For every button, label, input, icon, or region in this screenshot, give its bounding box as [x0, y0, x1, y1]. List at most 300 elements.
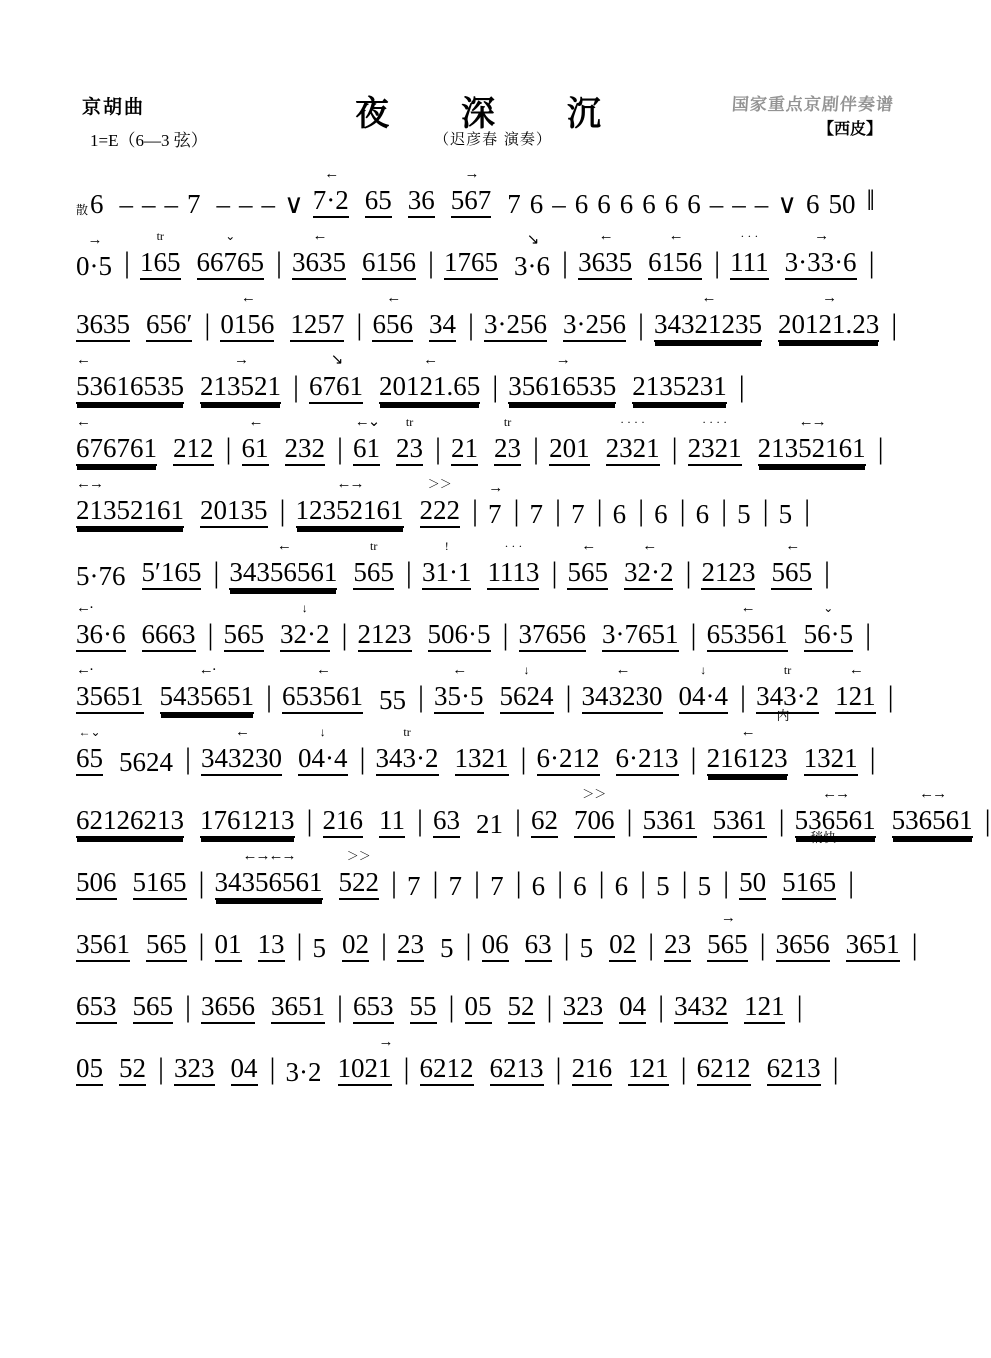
- barline: |: [596, 494, 603, 527]
- slur-arrow-icon: ←·: [76, 599, 92, 616]
- note-cell: 36: [408, 168, 435, 218]
- note-cell: 1113 · · ·: [487, 540, 539, 590]
- note-cell: 706 ＞＞: [574, 788, 615, 838]
- note-cell: 66765 ⌄: [197, 230, 265, 280]
- note-cell: 5: [697, 870, 712, 901]
- slur-arrow-icon: →: [464, 165, 478, 182]
- note-cell: 3·7651: [602, 602, 679, 652]
- note-cell: 50: [739, 850, 766, 900]
- barline: |: [868, 246, 875, 279]
- note-cell: 21: [476, 808, 504, 839]
- barline: |: [723, 866, 730, 899]
- barline: |: [891, 308, 898, 341]
- note-cell: 2321 · · · ·: [606, 416, 660, 466]
- accent-icon: ＞＞: [427, 476, 452, 491]
- barline: |: [877, 432, 884, 465]
- barline: |: [502, 618, 509, 651]
- note-cell: 20135: [200, 478, 268, 528]
- barline: |: [515, 804, 522, 837]
- slur-arrow-icon: ←: [316, 661, 330, 678]
- note-cell: 3656: [776, 912, 830, 962]
- note-cell: 04: [231, 1036, 258, 1086]
- note-cell: 56·5 ⌄: [804, 602, 854, 652]
- barline: |: [306, 804, 313, 837]
- score-line: [70, 404, 916, 466]
- bow-mark-icon: ←⌄: [78, 724, 101, 739]
- double-barline: ‖: [866, 184, 871, 217]
- slur-arrow-icon: ←: [740, 723, 754, 740]
- barline: |: [403, 1052, 410, 1085]
- note-cell: 5·76: [76, 560, 126, 591]
- note-cell: 6: [614, 870, 629, 901]
- note-cell: 165 tr: [140, 230, 181, 280]
- credit-stamp: 国家重点京剧伴奏谱: [731, 95, 895, 115]
- note-cell: 2135231: [632, 354, 727, 404]
- note-cell: 35·5 ←: [434, 664, 484, 714]
- bow-mark-icon: ⌄: [225, 228, 236, 243]
- score-line: [70, 962, 916, 1024]
- accent-icon: ＞＞: [346, 848, 371, 863]
- note-cell: 21352161 ←→: [76, 478, 184, 528]
- score-line: [70, 652, 916, 714]
- note-cell: 536561 ←→: [892, 788, 973, 838]
- slur-arrow-icon: ←: [785, 537, 799, 554]
- note-cell: 3651: [846, 912, 900, 962]
- score-line: [70, 528, 916, 590]
- note-cell: 565 ←: [567, 540, 608, 590]
- note-cell: 7: [507, 188, 521, 219]
- barline: |: [417, 804, 424, 837]
- note-cell: 3432: [674, 974, 728, 1024]
- barline: |: [341, 618, 348, 651]
- slur-arrow-icon: ←: [452, 661, 466, 678]
- note-cell: 3·256: [484, 292, 547, 342]
- slur-arrow-icon: ←: [423, 351, 437, 368]
- note-cell: 6: [806, 188, 820, 219]
- score-line: [70, 1024, 916, 1086]
- barline: |: [685, 556, 692, 589]
- barline: |: [472, 494, 479, 527]
- note-cell: 32·2 ←: [624, 540, 674, 590]
- note-cell: 06: [482, 912, 509, 962]
- accent-icon: ↓: [301, 600, 308, 615]
- slur-arrow-icon: ←: [324, 165, 338, 182]
- barline: |: [467, 308, 474, 341]
- trill-icon: tr: [370, 538, 378, 553]
- barline: |: [738, 370, 745, 403]
- note-cell: 5′165: [142, 540, 202, 590]
- note-cell: 6: [574, 188, 589, 219]
- note-cell: –: [732, 188, 746, 219]
- slur-arrow-icon: ↘: [330, 351, 342, 368]
- barline: |: [762, 494, 769, 527]
- barline: |: [640, 866, 647, 899]
- note-cell: 23: [397, 912, 424, 962]
- note-cell: 5165 稍快: [782, 850, 836, 900]
- slur-arrow-icon: →: [814, 227, 828, 244]
- performer-subtitle: （迟彦春 演奏）: [434, 130, 552, 148]
- trill-icon: tr: [405, 414, 414, 429]
- barline: |: [432, 866, 439, 899]
- barline: |: [513, 494, 520, 527]
- score-line: [70, 160, 916, 218]
- barline: |: [158, 1052, 165, 1085]
- note-cell: 02: [609, 912, 636, 962]
- note-cell: 6: [642, 188, 656, 219]
- note-cell: 3·2: [285, 1056, 322, 1087]
- barline: |: [778, 804, 785, 837]
- note-cell: 5361: [713, 788, 767, 838]
- note-cell: 53616535 ←: [76, 354, 184, 404]
- barline: |: [796, 990, 803, 1023]
- score-line: [70, 830, 916, 901]
- barline: |: [418, 680, 425, 713]
- note-cell: 7·2 ←: [313, 168, 349, 218]
- slur-arrow-icon: →: [378, 1033, 392, 1050]
- staccato-dots-icon: · · ·: [740, 228, 759, 243]
- slur-arrow-icon: ↘: [526, 231, 538, 248]
- slur-arrow-icon: ←: [740, 599, 754, 616]
- note-cell: 653561 ←: [282, 664, 363, 714]
- note-cell: 7 →: [488, 479, 502, 529]
- barline: |: [557, 866, 564, 899]
- barline: |: [832, 1052, 839, 1085]
- barline: |: [551, 556, 558, 589]
- barline: |: [276, 246, 283, 279]
- barline: |: [759, 928, 766, 961]
- note-cell: 62: [531, 788, 558, 838]
- note-cell: 05: [76, 1036, 103, 1086]
- barline: |: [266, 680, 273, 713]
- score-body: [70, 160, 991, 1087]
- barline: |: [562, 246, 569, 279]
- note-cell: 01: [215, 912, 242, 962]
- note-cell: 6: [597, 188, 611, 219]
- barline: |: [555, 494, 562, 527]
- note-cell: 55: [410, 974, 437, 1024]
- note-cell: 1257: [290, 292, 344, 342]
- note-cell: 6213: [767, 1036, 821, 1086]
- slur-arrow-icon: ←→: [336, 475, 363, 492]
- note-cell: 2123: [358, 602, 412, 652]
- score-line: [70, 900, 916, 962]
- note-cell: 21: [451, 416, 478, 466]
- slur-arrow-icon: ←→: [76, 475, 102, 492]
- note-cell: 6: [529, 188, 544, 219]
- note-cell: 3635: [76, 292, 130, 342]
- slur-arrow-icon: →: [87, 231, 101, 248]
- note-cell: 2321 · · · ·: [688, 416, 742, 466]
- note-cell: 565 ←: [771, 540, 812, 590]
- note-cell: 6: [531, 870, 546, 901]
- slur-arrow-icon: ←: [642, 537, 656, 554]
- note-cell: 111 · · ·: [730, 230, 769, 280]
- note-cell: 6: [90, 188, 104, 219]
- note-cell: 6: [687, 188, 701, 219]
- note-cell: 61 ←: [242, 416, 269, 466]
- note-cell: 62126213: [76, 788, 184, 838]
- note-cell: 565: [133, 974, 174, 1024]
- slur-arrow-icon: ←: [848, 661, 862, 678]
- barline: |: [721, 494, 728, 527]
- barline: |: [207, 618, 214, 651]
- note-cell: 35616535 →: [508, 354, 616, 404]
- free-rhythm-mark: 散: [76, 203, 89, 217]
- slur-arrow-icon: ←→: [822, 785, 849, 802]
- note-cell: 6212: [420, 1036, 474, 1086]
- note-cell: 6663: [142, 602, 196, 652]
- note-cell: 6: [573, 870, 587, 901]
- note-cell: 32·2 ↓: [280, 602, 330, 652]
- slur-arrow-icon: ←→: [798, 413, 825, 430]
- note-cell: 6·212: [537, 726, 600, 776]
- barline: |: [435, 432, 442, 465]
- note-cell: 11: [379, 788, 405, 838]
- slur-arrow-icon: →: [555, 351, 569, 368]
- note-cell: 3561: [76, 912, 130, 962]
- barline: |: [887, 680, 894, 713]
- barline: |: [690, 618, 697, 651]
- barline: |: [690, 742, 697, 775]
- barline: |: [823, 556, 830, 589]
- note-cell: 343·2 tr: [756, 664, 819, 714]
- barline: |: [865, 618, 872, 651]
- note-cell: 536561 ←→: [795, 788, 876, 838]
- slur-arrow-icon: ←: [240, 289, 254, 306]
- note-cell: 5: [440, 932, 454, 963]
- barline: |: [492, 370, 499, 403]
- note-cell: 212: [173, 416, 214, 466]
- staccato-dots-icon: · · · ·: [620, 414, 646, 429]
- score-line: [70, 708, 916, 777]
- slur-arrow-icon: ←: [701, 289, 715, 306]
- note-cell: 343230 ←: [201, 726, 282, 776]
- note-cell: 13: [258, 912, 285, 962]
- slur-arrow-icon: ←·: [198, 661, 215, 678]
- note-cell: 6213: [490, 1036, 544, 1086]
- tempo-annotation: 稍快: [810, 830, 837, 846]
- note-cell: 7: [448, 870, 463, 901]
- slur-arrow-icon: →: [488, 479, 502, 496]
- trill-icon: tr: [403, 724, 411, 739]
- note-cell: 5: [737, 498, 751, 529]
- inner-string-note: 内: [776, 708, 790, 724]
- note-cell: 6: [654, 498, 668, 529]
- style-tag: 【西皮】: [817, 119, 882, 138]
- note-cell: –: [119, 188, 134, 219]
- note-cell: 222 ＞＞: [420, 478, 461, 528]
- barline: |: [984, 804, 991, 837]
- note-cell: 34: [429, 292, 456, 342]
- note-cell: 3635 ←: [292, 230, 346, 280]
- note-cell: 565: [146, 912, 187, 962]
- note-cell: 6: [664, 188, 679, 219]
- note-cell: 343230 ←: [582, 664, 663, 714]
- score-line: [70, 776, 991, 839]
- note-cell: 63: [525, 912, 552, 962]
- note-cell: –: [261, 188, 276, 219]
- score-line: [70, 342, 916, 404]
- bow-mark-up: ∨: [284, 188, 304, 219]
- barline: |: [648, 928, 655, 961]
- note-cell: 3·33·6 →: [785, 230, 857, 280]
- note-cell: 65: [365, 168, 392, 218]
- note-cell: 7: [490, 870, 504, 901]
- score-line: [70, 280, 916, 342]
- note-cell: 12352161 ←→: [296, 478, 404, 528]
- note-cell: 6156 ←: [648, 230, 702, 280]
- note-cell: 567 →: [451, 168, 492, 218]
- barline: |: [533, 432, 540, 465]
- slur-arrow-icon: ←: [312, 227, 326, 244]
- barline: |: [565, 680, 572, 713]
- note-cell: 565 tr: [353, 540, 394, 590]
- note-cell: 3651: [271, 974, 325, 1024]
- barline: |: [515, 866, 522, 899]
- barline: |: [638, 494, 645, 527]
- barline: |: [546, 990, 553, 1023]
- barline: |: [520, 742, 527, 775]
- barline: |: [465, 928, 472, 961]
- note-cell: 5165: [133, 850, 187, 900]
- score-line: [70, 590, 916, 652]
- note-cell: 1321: [804, 726, 858, 776]
- barline: |: [391, 866, 398, 899]
- note-cell: 23 tr: [494, 416, 521, 466]
- note-cell: 1761213: [200, 788, 295, 838]
- note-cell: 02: [342, 912, 369, 962]
- bow-mark-up: ∨: [777, 188, 798, 219]
- note-cell: 3635 ←: [578, 230, 632, 280]
- note-cell: 34321235 ←: [654, 292, 762, 342]
- note-cell: 5624: [119, 746, 173, 777]
- note-cell: 05: [465, 974, 492, 1024]
- note-cell: 5624 ↓: [500, 664, 554, 714]
- note-cell: 3·256: [563, 292, 626, 342]
- barline: |: [381, 928, 388, 961]
- note-cell: 7: [187, 188, 201, 219]
- note-cell: 121: [628, 1036, 669, 1086]
- score-header: [70, 70, 916, 156]
- accent-icon: ↓: [523, 662, 530, 677]
- page-title: 夜 深 沉: [355, 94, 631, 134]
- slur-arrow-icon: ←: [248, 413, 262, 430]
- note-cell: 506: [76, 850, 117, 900]
- note-cell: 34356561 ←: [229, 540, 337, 590]
- barline: |: [198, 928, 205, 961]
- note-cell: 0·5 →: [76, 231, 112, 281]
- slur-arrow-icon: →: [234, 351, 247, 368]
- barline: |: [714, 246, 721, 279]
- note-cell: 1021 →: [338, 1036, 392, 1086]
- note-cell: 121 ←: [835, 664, 876, 714]
- note-cell: 5361: [643, 788, 697, 838]
- barline: |: [359, 742, 366, 775]
- note-cell: 522 ＞＞: [339, 850, 380, 900]
- note-cell: 6212: [697, 1036, 751, 1086]
- barline: |: [804, 494, 811, 527]
- note-cell: 52: [508, 974, 535, 1024]
- note-cell: 506·5: [428, 602, 491, 652]
- slur-arrow-icon: ←: [276, 537, 290, 554]
- accent-icon: ↓: [319, 724, 326, 739]
- note-cell: 04·4 ↓: [298, 726, 348, 776]
- barline: |: [225, 432, 232, 465]
- slur-arrow-icon: ←: [76, 413, 89, 430]
- accent-icon: !: [444, 538, 449, 553]
- note-cell: 7: [571, 498, 585, 529]
- slur-arrow-icon: ←: [598, 227, 612, 244]
- note-cell: 653: [76, 974, 117, 1024]
- note-cell: 216: [323, 788, 364, 838]
- accent-icon: ＞＞: [582, 786, 607, 801]
- barline: |: [204, 308, 211, 341]
- barline: |: [911, 928, 918, 961]
- note-cell: 213521 →: [200, 354, 281, 404]
- trill-icon: tr: [156, 228, 164, 243]
- note-cell: 04·4 ↓: [679, 664, 729, 714]
- note-cell: 323: [563, 974, 604, 1024]
- slur-arrow-icon: ←: [235, 723, 249, 740]
- barline: |: [626, 804, 633, 837]
- bow-mark-icon: ⌄: [823, 600, 834, 615]
- note-cell: –: [164, 188, 179, 219]
- barline: |: [279, 494, 286, 527]
- note-cell: 323: [174, 1036, 215, 1086]
- note-cell: 656′: [146, 292, 192, 342]
- note-cell: 5435651 ←·: [160, 664, 255, 714]
- note-cell: 20121.65 ←: [379, 354, 480, 404]
- barline: |: [563, 928, 570, 961]
- score-line: [70, 218, 916, 280]
- note-cell: 3656: [201, 974, 255, 1024]
- note-cell: 232: [285, 416, 326, 466]
- barline: |: [637, 308, 644, 341]
- note-cell: 55: [379, 684, 407, 715]
- barline: |: [679, 494, 686, 527]
- note-cell: –: [709, 188, 724, 219]
- slur-arrow-icon: ←: [581, 537, 595, 554]
- note-cell: 63: [433, 788, 460, 838]
- note-cell: 565: [224, 602, 265, 652]
- note-cell: 6156: [362, 230, 416, 280]
- barline: |: [185, 742, 192, 775]
- barline: |: [337, 432, 344, 465]
- note-cell: 565 →: [707, 912, 748, 962]
- key-signature: 1=E（6—3 弦）: [90, 131, 208, 150]
- slur-arrow-icon: →: [822, 289, 836, 306]
- note-cell: 65 ←⌄: [76, 726, 103, 776]
- barline: |: [269, 1052, 276, 1085]
- barline: |: [598, 866, 605, 899]
- slur-arrow-icon: →: [720, 909, 734, 926]
- note-cell: 31·1 !: [422, 540, 472, 590]
- barline: |: [428, 246, 435, 279]
- note-cell: 343·2 tr: [376, 726, 439, 776]
- note-cell: 7: [529, 498, 544, 529]
- note-cell: 1321: [455, 726, 509, 776]
- slur-arrow-icon: ←: [76, 351, 89, 368]
- barline: |: [356, 308, 363, 341]
- barline: |: [293, 370, 300, 403]
- note-cell: 653561 ←: [707, 602, 788, 652]
- note-cell: 3·6 ↘: [514, 231, 551, 281]
- barline: |: [198, 866, 205, 899]
- note-cell: 201: [549, 416, 590, 466]
- trill-icon: tr: [783, 662, 792, 677]
- staccato-dots-icon: · · ·: [504, 538, 523, 553]
- note-cell: 04: [619, 974, 646, 1024]
